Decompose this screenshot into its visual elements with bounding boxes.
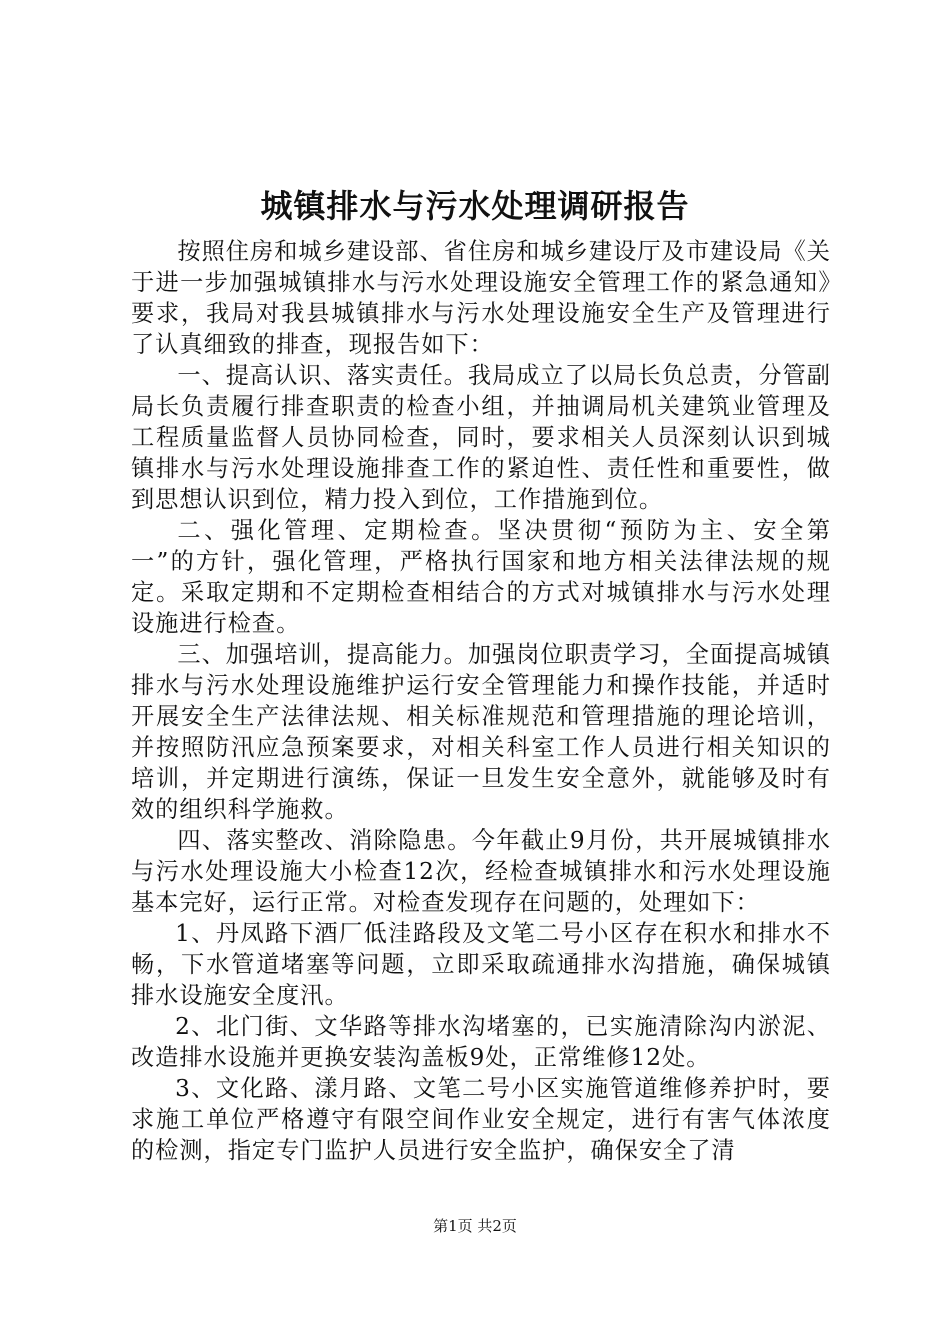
document-title: 城镇排水与污水处理调研报告: [260, 187, 690, 225]
list-item-2: 2、北门街、文华路等排水沟堵塞的，已实施清除沟内淤泥、改造排水设施并更换安装沟盖板9处，正常维修12处。: [131, 1013, 831, 1071]
page-number-footer: 第1页 共2页: [433, 1217, 517, 1235]
document-body: [131, 236, 831, 1166]
intro-paragraph: 按照住房和城乡建设部、省住房和城乡建设厅及市建设局《关于进一步加强城镇排水与污水处理设施安全管理工作的紧急通知》要求，我局对我县城镇排水与污水处理设施安全生产及管理进行了认真细致的排查，现报告如下：: [131, 238, 831, 358]
list-item-1: 1、丹凤路下酒厂低洼路段及文笔二号小区存在积水和排水不畅，下水管道堵塞等问题，立即采取疏通排水沟措施，确保城镇排水设施安全度汛。: [131, 920, 831, 1009]
list-item-3: 3、文化路、漾月路、文笔二号小区实施管道维修养护时，要求施工单位严格遵守有限空间作业安全规定，进行有害气体浓度的检测，指定专门监护人员进行安全监护，确保安全了清: [131, 1075, 831, 1164]
section-one-paragraph: 一、提高认识、落实责任。我局成立了以局长负总责，分管副局长负责履行排查职责的检查小组，并抽调局机关建筑业管理及工程质量监督人员协同检查，同时，要求相关人员深刻认识到城镇排水与污水处理设施排查工作的紧迫性、责任性和重要性，做到思想认识到位，精力投入到位，工作措施到位。: [131, 362, 831, 513]
section-two-paragraph: 二、强化管理、定期检查。坚决贯彻“预防为主、安全第一”的方针，强化管理，严格执行国家和地方相关法律法规的规定。采取定期和不定期检查相结合的方式对城镇排水与污水处理设施进行检查。: [131, 517, 831, 637]
section-three-paragraph: 三、加强培训，提高能力。加强岗位职责学习，全面提高城镇排水与污水处理设施维护运行安全管理能力和操作技能，并适时开展安全生产法律法规、相关标准规范和管理措施的理论培训，并按照防汛应急预案要求，对相关科室工作人员进行相关知识的培训，并定期进行演练，保证一旦发生安全意外，就能够及时有效的组织科学施救。: [131, 641, 831, 823]
section-four-paragraph: 四、落实整改、消除隐患。今年截止9月份，共开展城镇排水与污水处理设施大小检查12次，经检查城镇排水和污水处理设施基本完好，运行正常。对检查发现存在问题的，处理如下：: [131, 827, 831, 916]
